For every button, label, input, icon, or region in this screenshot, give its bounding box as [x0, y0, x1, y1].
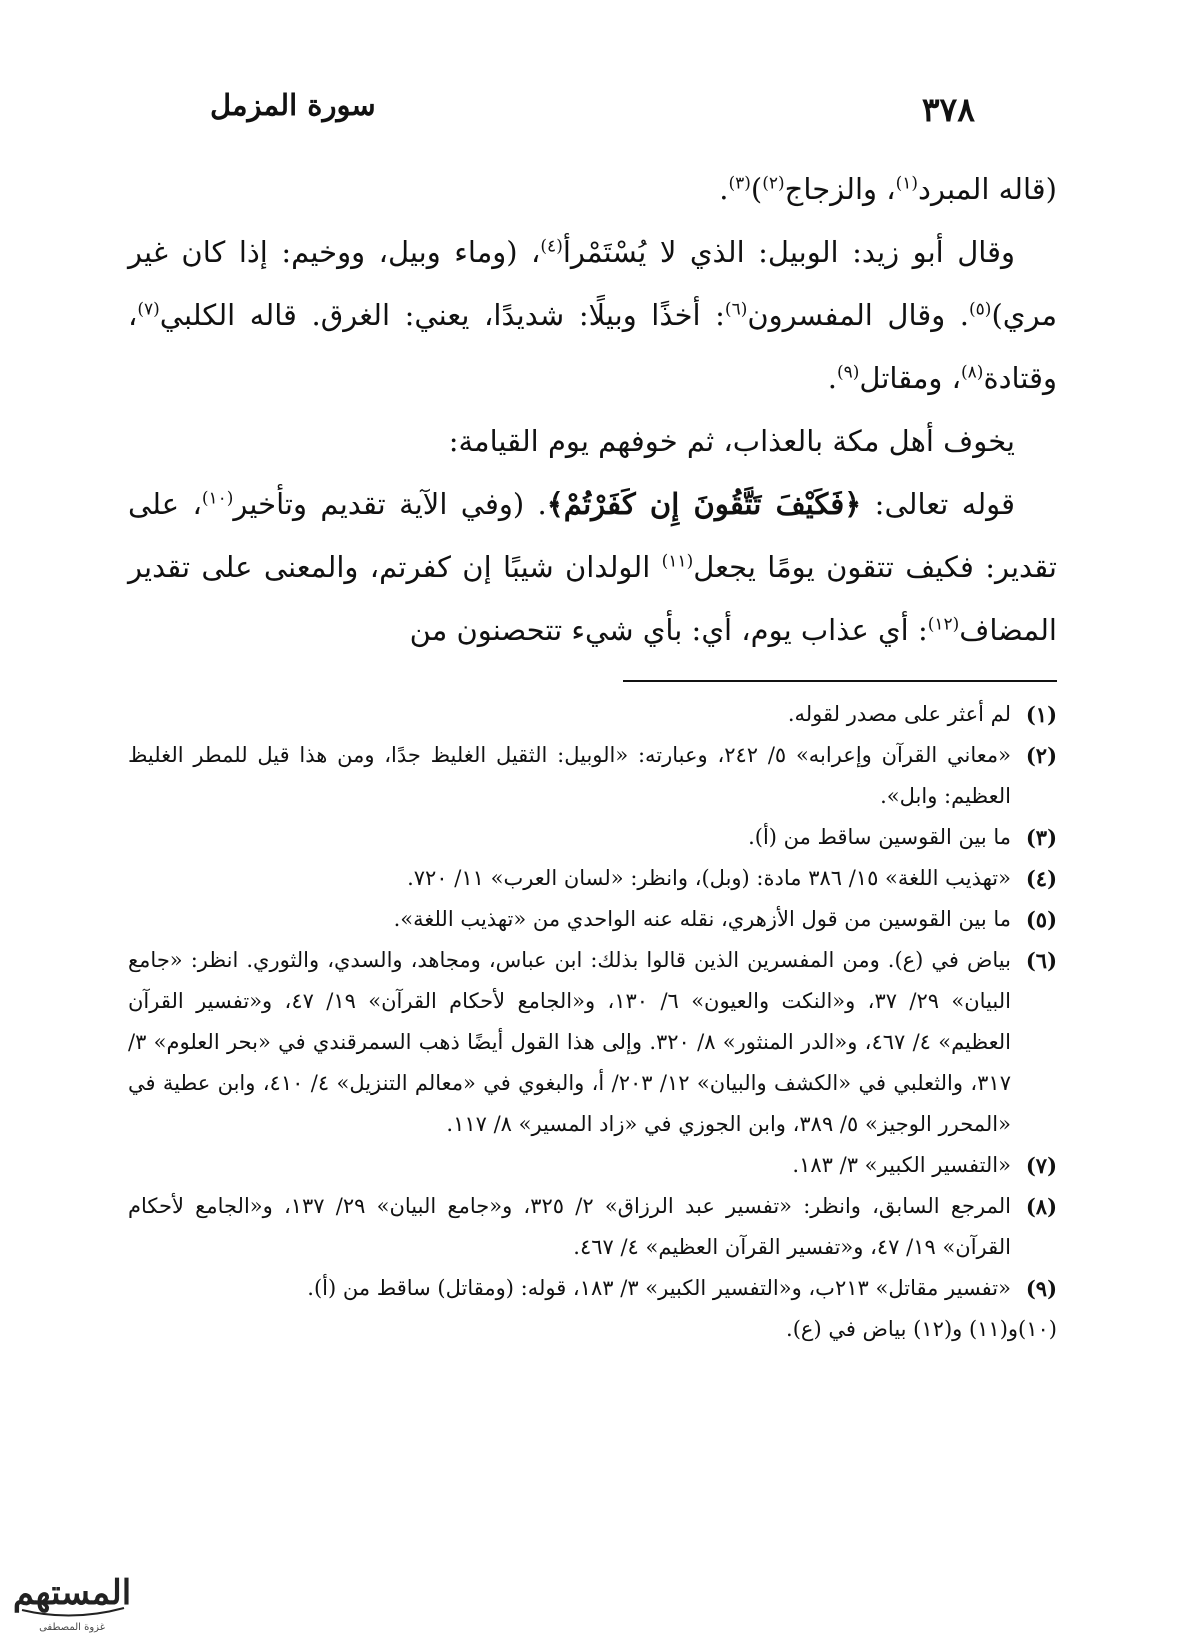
- footnote-item: [128, 940, 1057, 1145]
- footnote-ref-6[interactable]: (٦): [724, 299, 748, 320]
- footnote-number: (١): [1025, 702, 1057, 727]
- footnote-number: (٣): [1025, 825, 1057, 850]
- footnote-ref-3[interactable]: (٣): [728, 173, 751, 194]
- calligraphy-stamp: [8, 1554, 136, 1638]
- footnote-text: «تهذيب اللغة» ١٥/ ٣٨٦ مادة: (وبل)، وانظر: «لسان العرب» ١١/ ٧٢٠.: [407, 866, 1011, 890]
- footnote-item: [128, 1268, 1057, 1309]
- surah-title: سورة المزمل: [210, 88, 376, 122]
- footnote-number: (٢): [1025, 743, 1057, 768]
- stamp-logo-icon: [8, 1554, 136, 1638]
- footnote-item: [128, 694, 1057, 735]
- footnote-ref-2[interactable]: (٢): [762, 173, 785, 194]
- footnote-text: لم أعثر على مصدر لقوله.: [787, 702, 1011, 726]
- footnote-text: ما بين القوسين من قول الأزهري، نقله عنه الواحدي من «تهذيب اللغة».: [393, 907, 1011, 931]
- footnote-item: [128, 817, 1057, 858]
- paragraph-1: (قاله المبرد$^{(١)}$، والزجاج$^{(٢)}$)$^{(٣)}$.: [719, 172, 1057, 206]
- footnote-item-combined: (١٠)و(١١) و(١٢) بياض في (ع).: [786, 1317, 1057, 1341]
- main-text: [128, 158, 1057, 662]
- footnote-text: بياض في (ع). ومن المفسرين الذين قالوا بذلك: ابن عباس، ومجاهد، والسدي، والثوري. انظر: «جامع البيان» ٢٩/ ٣٧، و«النكت والعيون» ٦/ ١٣٠، و«الجامع لأحكام القرآن» ١٩/ ٤٧، و«تفسير القرآن العظيم» ٤/ ٤٦٧، و«الدر المنثور» ٨/ ٣٢٠. وإلى هذا القول أيضًا ذهب السمرقندي في «بحر العلوم» ٣/ ٣١٧، والثعلبي في «الكشف والبيان» ١٢/ ٢٠٣/ أ، والبغوي في «معالم التنزيل» ٤/ ٤١٠، وابن عطية في «المحرر الوجيز» ٥/ ٣٨٩، وابن الجوزي في «زاد المسير» ٨/ ١١٧.: [128, 948, 1011, 1136]
- footnote-text: المرجع السابق، وانظر: «تفسير عبد الرزاق» ٢/ ٣٢٥، و«جامع البيان» ٢٩/ ١٣٧، و«الجامع لأحكام القرآن» ١٩/ ٤٧، و«تفسير القرآن العظيم» ٤/ ٤٦٧.: [128, 1194, 1011, 1259]
- footnote-ref-11[interactable]: (١١): [661, 551, 694, 572]
- footnote-text: «التفسير الكبير» ٣/ ١٨٣.: [792, 1153, 1011, 1177]
- footnote-text: «معاني القرآن وإعرابه» ٥/ ٢٤٢، وعبارته: «الوبيل: الثقيل الغليظ جدًا، ومن هذا قيل للمطر الغليظ العظيم: وابل».: [128, 743, 1011, 808]
- footnote-ref-12[interactable]: (١٢): [927, 614, 960, 635]
- footnote-ref-9[interactable]: (٩): [836, 362, 860, 383]
- paragraph-2: وقال أبو زيد: الوبيل: الذي لا يُسْتَمْرأ$^{(٤)}$، (وماء وبيل، ووخيم: إذا كان غير مري)$^{(٥)}$. وقال المفسرون$^{(٦)}$: أخذًا وبيلًا: شديدًا، يعني: الغرق. قاله الكلبي$^{(٧)}$، وقتادة$^{(٨)}$، ومقاتل$^{(٩)}$.: [128, 235, 1057, 395]
- footnote-text: «تفسير مقاتل» ٢١٣ب، و«التفسير الكبير» ٣/ ١٨٣، قوله: (ومقاتل) ساقط من (أ).: [307, 1276, 1011, 1300]
- footnotes: [128, 694, 1057, 1350]
- footnote-divider: [623, 680, 1057, 682]
- paragraph-3: يخوف أهل مكة بالعذاب، ثم خوفهم يوم القيامة:: [448, 424, 1015, 458]
- footnote-item: [128, 735, 1057, 817]
- footnote-number: (٥): [1025, 907, 1057, 932]
- footnote-item: [128, 1145, 1057, 1186]
- footnote-number: (٤): [1025, 866, 1057, 891]
- page-header: [210, 88, 975, 134]
- footnote-item: [128, 858, 1057, 899]
- svg-text:غزوة المصطفى: غزوة المصطفى: [39, 1622, 105, 1633]
- footnote-ref-7[interactable]: (٧): [137, 299, 160, 320]
- footnote-ref-5[interactable]: (٥): [969, 299, 992, 320]
- footnote-ref-8[interactable]: (٨): [961, 362, 984, 383]
- footnote-text: ما بين القوسين ساقط من (أ).: [748, 825, 1011, 849]
- footnote-ref-1[interactable]: (١): [895, 173, 919, 194]
- footnote-ref-10[interactable]: (١٠): [201, 488, 234, 509]
- paragraph-4: قوله تعالى: ﴿فَكَيْفَ تَتَّقُونَ إِن كَفَرْتُمْ﴾. (وفي الآية تقديم وتأخير$^{(١٠)}$، على تقدير: فكيف تتقون يومًا يجعل$^{(١١)}$ الولدان شيبًا إن كفرتم، والمعنى على تقدير المضاف$^{(١٢)}$: أي عذاب يوم، أي: بأي شيء تتحصنون من: [128, 487, 1058, 647]
- footnote-item: [128, 899, 1057, 940]
- footnote-number: (٩): [1025, 1276, 1057, 1301]
- svg-text:المستهم: المستهم: [12, 1573, 132, 1613]
- footnote-number: (٧): [1025, 1153, 1057, 1178]
- footnote-number: (٦): [1025, 948, 1057, 973]
- page-number: ٣٧٨: [921, 90, 975, 129]
- footnote-ref-4[interactable]: (٤): [540, 236, 563, 257]
- footnote-item: [128, 1186, 1057, 1268]
- footnote-number: (٨): [1025, 1194, 1057, 1219]
- quran-verse: ﴿فَكَيْفَ تَتَّقُونَ إِن كَفَرْتُمْ﴾: [546, 487, 862, 521]
